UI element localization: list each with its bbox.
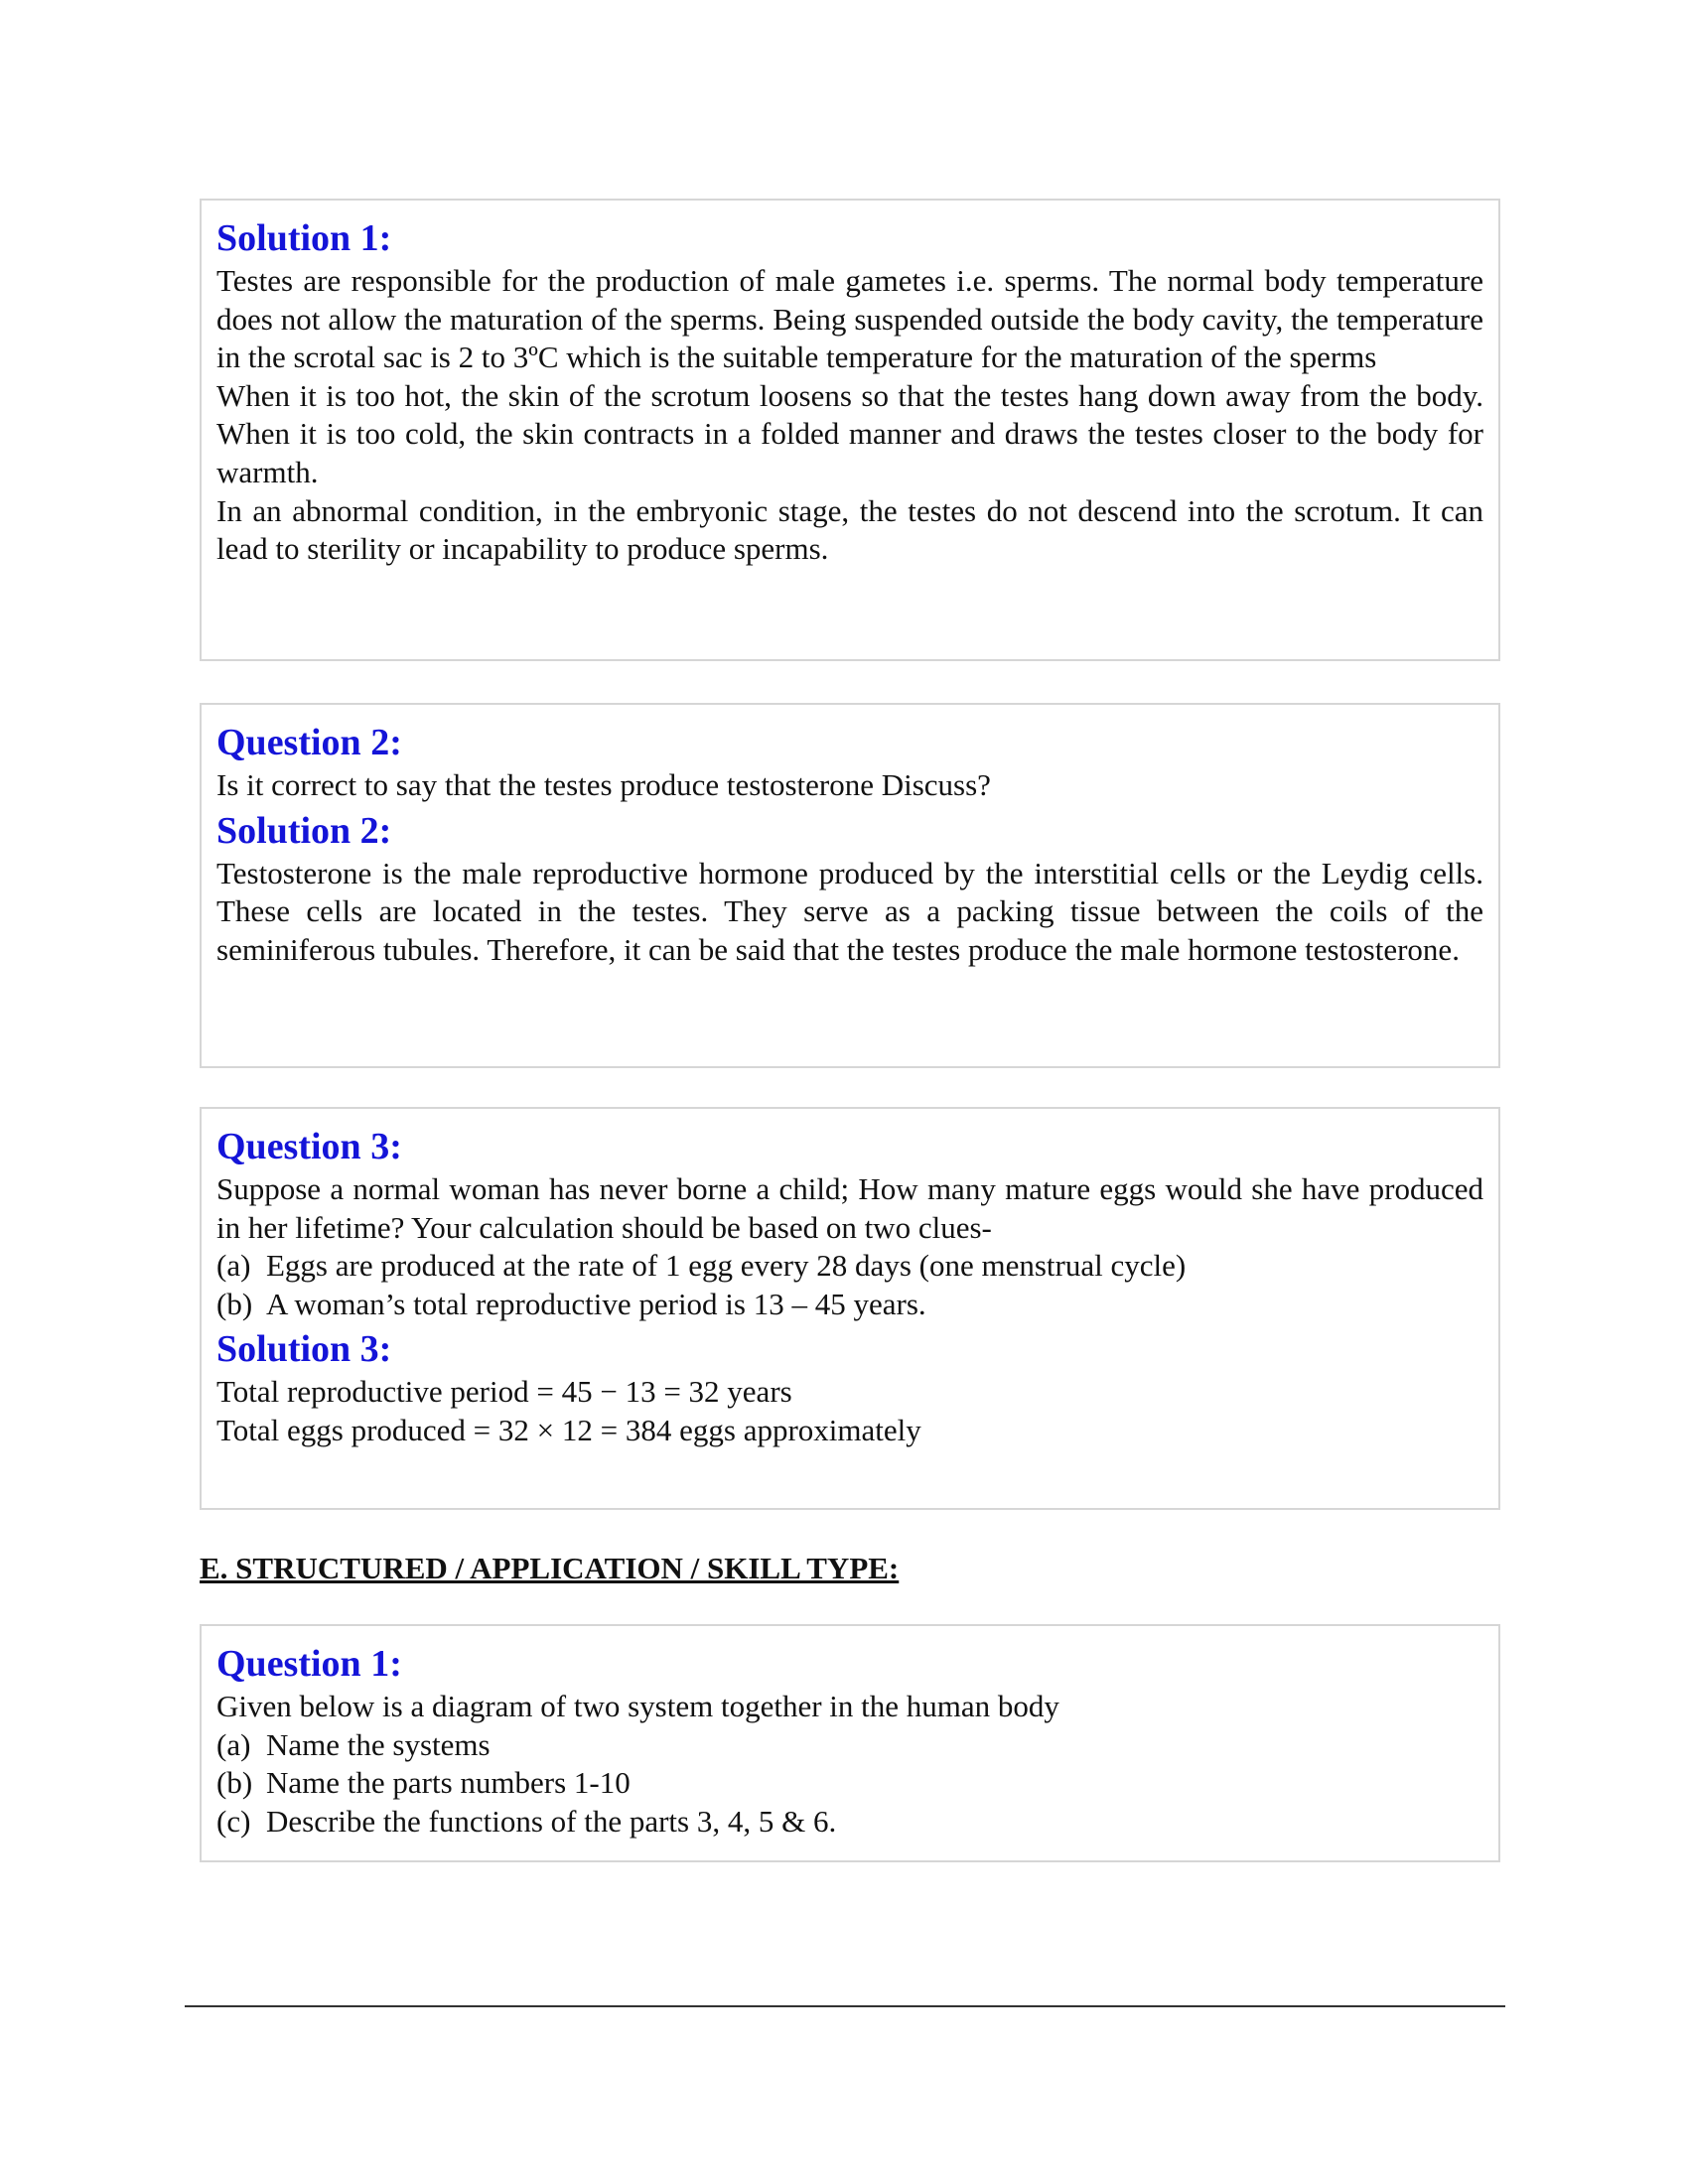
solution-3-line-1: Total reproductive period = 45 − 13 = 32 years bbox=[216, 1374, 792, 1410]
question-2-heading: Question 2: bbox=[216, 722, 402, 763]
question-3-text: Suppose a normal woman has never borne a child; How many mature eggs would she have produced in her lifetime? Your calculation should be based on two clues- bbox=[216, 1171, 1483, 1245]
question-2-text: Is it correct to say that the testes produce testosterone Discuss? bbox=[216, 767, 991, 802]
list-marker: (c) bbox=[216, 1803, 251, 1839]
solution-3-line-2: Total eggs produced = 32 × 12 = 384 eggs approximately bbox=[216, 1412, 921, 1447]
footer-divider bbox=[185, 2005, 1505, 2007]
list-item-text: Name the parts numbers 1-10 bbox=[266, 1765, 631, 1801]
list-marker: (b) bbox=[216, 1286, 253, 1321]
solution-2-text: Testosterone is the male reproductive hormone produced by the interstitial cells or the Leydig cells. These cells are located in the testes. They serve as a packing tissue between the coils of the seminiferous tubules. Therefore, it can be said that the testes produce the male hormone testosterone. bbox=[216, 855, 1483, 967]
list-item-text: Describe the functions of the parts 3, 4, 5 & 6. bbox=[266, 1803, 837, 1839]
list-item bbox=[216, 1247, 1483, 1286]
question-3-heading: Question 3: bbox=[216, 1126, 402, 1167]
question-3-clues bbox=[216, 1247, 1483, 1323]
list-item bbox=[216, 1803, 1483, 1842]
solution-1-paragraph-3: In an abnormal condition, in the embryonic stage, the testes do not descend into the scrotum. It can lead to sterility or incapability to produce sperms. bbox=[216, 492, 1483, 567]
solution-1-box bbox=[200, 199, 1500, 661]
list-marker: (b) bbox=[216, 1765, 253, 1801]
solution-1-paragraph-1: Testes are responsible for the production of male gametes i.e. sperms. The normal body temperature does not allow the maturation of the sperms. Being suspended outside the body cavity, the temperature in the scrotal sac is 2 to 3ºC which is the suitable temperature for the maturation of the sperms bbox=[216, 263, 1483, 375]
question-1-items bbox=[216, 1726, 1483, 1842]
solution-1-heading: Solution 1: bbox=[216, 217, 392, 259]
solution-3-heading: Solution 3: bbox=[216, 1328, 392, 1371]
list-item bbox=[216, 1286, 1483, 1324]
question-1-text: Given below is a diagram of two system together in the human body bbox=[216, 1689, 1059, 1723]
question-1-heading: Question 1: bbox=[216, 1643, 402, 1685]
list-item bbox=[216, 1726, 1483, 1765]
list-marker: (a) bbox=[216, 1726, 251, 1762]
list-item bbox=[216, 1764, 1483, 1803]
question-2-box bbox=[200, 703, 1500, 1068]
question-1-box bbox=[200, 1624, 1500, 1862]
solution-2-heading: Solution 2: bbox=[216, 809, 392, 852]
solution-1-paragraph-2: When it is too hot, the skin of the scrotum loosens so that the testes hang down away from the body. When it is too cold, the skin contracts in a folded manner and draws the testes closer to the body for warmth. bbox=[216, 377, 1483, 489]
list-item-text: Name the systems bbox=[266, 1726, 491, 1762]
list-item-text: A woman’s total reproductive period is 13 – 45 years. bbox=[266, 1286, 926, 1321]
section-title: E. STRUCTURED / APPLICATION / SKILL TYPE: bbox=[200, 1551, 900, 1585]
question-3-box bbox=[200, 1107, 1500, 1510]
list-item-text: Eggs are produced at the rate of 1 egg every 28 days (one menstrual cycle) bbox=[266, 1248, 1187, 1284]
list-marker: (a) bbox=[216, 1248, 251, 1284]
